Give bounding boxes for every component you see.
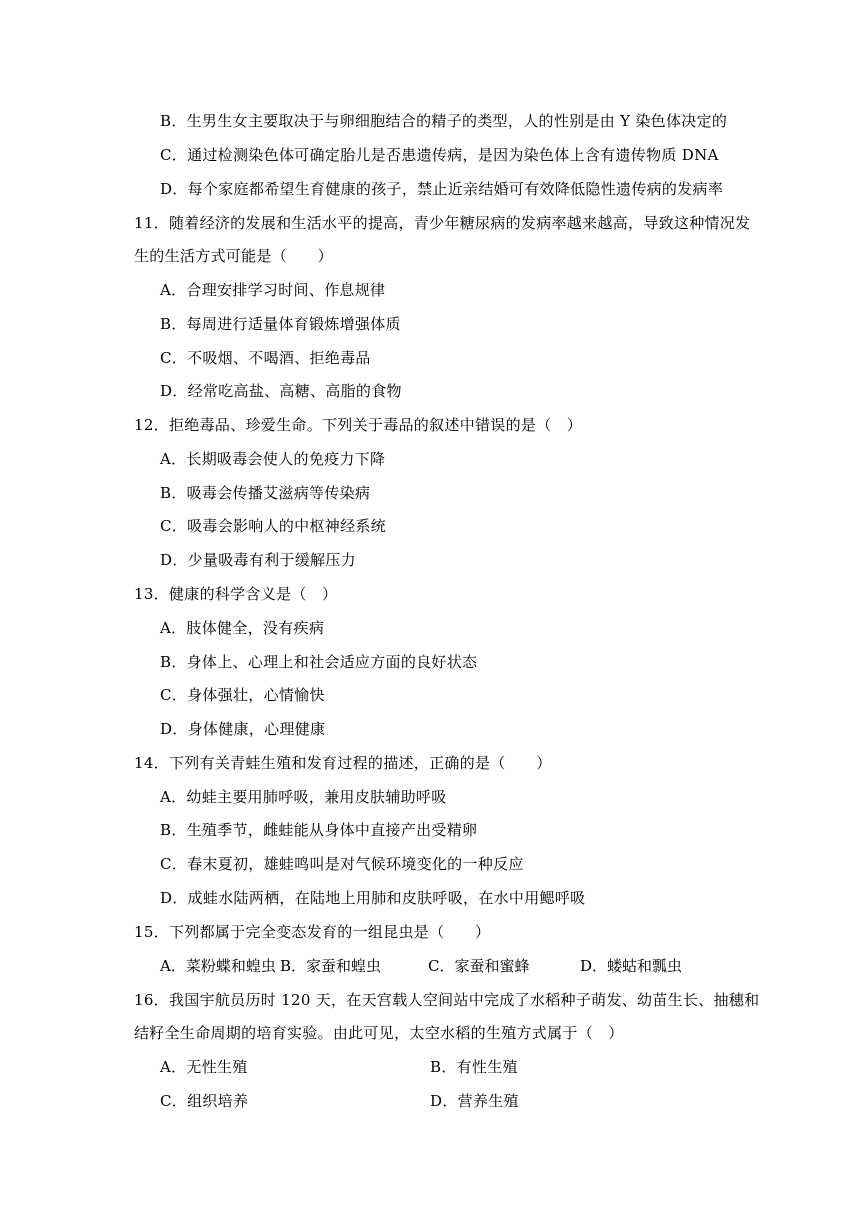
q13-stem: 13．健康的科学含义是（ ） (134, 585, 338, 603)
q11-option-a: A．合理安排学习时间、作息规律 (160, 281, 386, 299)
q16-option-b: B．有性生殖 (430, 1058, 518, 1076)
q13-option-a: A．肢体健全，没有疾病 (160, 619, 325, 637)
q16-option-c: C．组织培养 (160, 1092, 249, 1110)
q12-option-a: A．长期吸毒会使人的免疫力下降 (160, 450, 386, 468)
q14-option-b: B．生殖季节，雌蛙能从身体中直接产出受精卵 (160, 821, 478, 839)
q15-option-d: D．蝼蛄和瓢虫 (580, 957, 683, 975)
q15-option-a: A．菜粉蝶和蝗虫 (160, 957, 276, 975)
q13-option-c: C．身体强壮，心情愉快 (160, 686, 325, 704)
q16-stem-line1: 16．我国宇航员历时 120 天，在天宫载人空间站中完成了水稻种子萌发、幼苗生长、抽穗和 (134, 991, 760, 1009)
q12-stem: 12．拒绝毒品、珍爱生命。下列关于毒品的叙述中错误的是（ ） (134, 416, 583, 434)
q15-option-b: B．家蚕和蝗虫 (280, 957, 382, 975)
q10-option-c: C．通过检测染色体可确定胎儿是否患遗传病，是因为染色体上含有遗传物质 DNA (160, 146, 719, 164)
q16-option-d: D．营养生殖 (430, 1092, 519, 1110)
q13-option-b: B．身体上、心理上和社会适应方面的良好状态 (160, 653, 478, 671)
q12-option-c: C．吸毒会影响人的中枢神经系统 (160, 517, 386, 535)
q11-option-d: D．经常吃高盐、高糖、高脂的食物 (160, 382, 402, 400)
q16-option-a: A．无性生殖 (160, 1058, 248, 1076)
q15-option-c: C．家蚕和蜜蜂 (428, 957, 530, 975)
q11-stem-line2: 生的生活方式可能是（ ） (134, 247, 333, 265)
q13-option-d: D．身体健康，心理健康 (160, 720, 326, 738)
q10-option-b: B．生男生女主要取决于与卵细胞结合的精子的类型，人的性别是由 Y 染色体决定的 (160, 112, 728, 130)
q14-option-c: C．春末夏初，雄蛙鸣叫是对气候环境变化的一种反应 (160, 855, 524, 873)
q11-option-b: B．每周进行适量体育锻炼增强体质 (160, 315, 401, 333)
q14-option-a: A．幼蛙主要用肺呼吸，兼用皮肤辅助呼吸 (160, 788, 447, 806)
q16-stem-line2: 结籽全生命周期的培育实验。由此可见，太空水稻的生殖方式属于（ ） (134, 1024, 624, 1042)
q14-stem: 14．下列有关青蛙生殖和发育过程的描述，正确的是（ ） (134, 754, 552, 772)
q14-option-d: D．成蛙水陆两栖，在陆地上用肺和皮肤呼吸，在水中用鳃呼吸 (160, 889, 586, 907)
q11-option-c: C．不吸烟、不喝酒、拒绝毒品 (160, 349, 371, 367)
q11-stem-line1: 11．随着经济的发展和生活水平的提高，青少年糖尿病的发病率越来越高，导致这种情况发 (134, 214, 751, 232)
q15-stem: 15．下列都属于完全变态发育的一组昆虫是（ ） (134, 923, 491, 941)
q10-option-d: D．每个家庭都希望生育健康的孩子，禁止近亲结婚可有效降低隐性遗传病的发病率 (160, 180, 724, 198)
q12-option-d: D．少量吸毒有利于缓解压力 (160, 551, 356, 569)
q12-option-b: B．吸毒会传播艾滋病等传染病 (160, 484, 371, 502)
